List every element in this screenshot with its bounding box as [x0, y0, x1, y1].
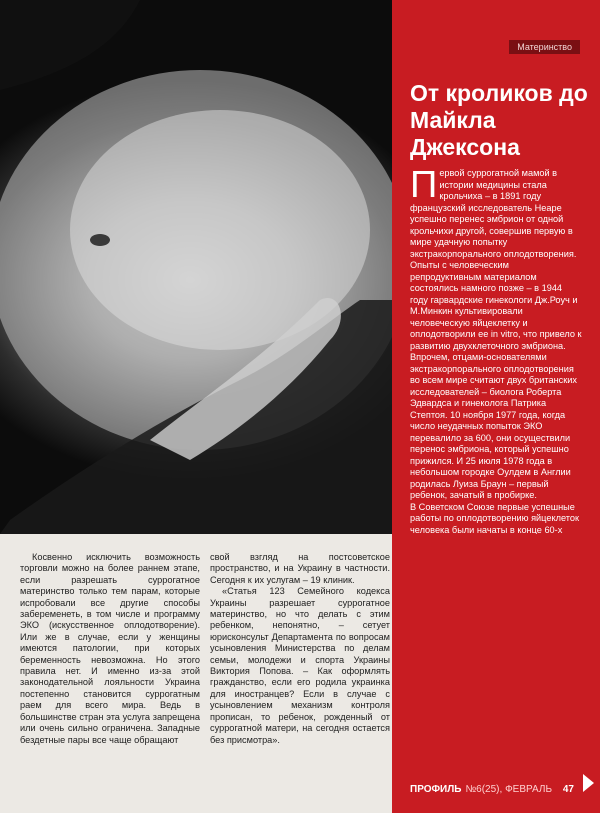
sidebar-panel-bottom — [392, 534, 600, 813]
body-paragraph: свой взгляд на постсоветское пространство, и на Украину в частности. Сегодня к их услугам – 19 клиник. — [210, 552, 390, 585]
issue-label: №6(25), ФЕВРАЛЬ — [465, 783, 553, 795]
page-footer — [392, 776, 600, 802]
sidebar-paragraph: Первой суррогатной мамой в истории медицины стала крольчиха – в 1891 году французский исследователь Heape успешно перенес эмбрион от одной крольчихи другой, совершив первую в мире удачную попытку экстракорпорального оплодотворения. Опыты с человеческим репродуктивным материалом состоялись намного позже – в 1944 году гарвардские гинекологи Дж.Роуч и М.Минкин культивировали человеческую яйцеклетку и оплодотворили ее in vitro, что привело к развитию двухклеточного эмбриона. Впрочем, отцами-основателями экстракорпорального оплодотворения во всем мире считают двух британских исследователей – биолога Роберта Эдвардса и гинеколога Патрика Стептоя. 10 ноября 1977 года, когда число неудачных попыток ЭКО перевалило за 600, они осуществили перенос эмбриона, который успешно прижился. И 25 июля 1978 года в небольшом городке Оулдем в Англии родилась Луиза Браун – первый ребенок, зачатый в пробирке. — [410, 164, 582, 500]
section-tag: Материнство — [509, 40, 580, 54]
body-paragraph: Косвенно исключить возможность торговли можно на более раннем этапе, если разрешать суррогатное материнство только тем парам, которые испробовали все другие способы забеременеть, в том числе и программу ЭКО (искусственное оплодотворение). Или же в случае, если у женщины имеются патологии, при которых беременность невозможна. Но этого правила нет. И именно из-за этой законодательной лояльности Украина постепенно становится суррогатным раем для всего мира. Ведь в большинстве стран эта услуга запрещена или очень сильно ограничена. Западные бездетные пары все чаще обращают — [20, 552, 200, 745]
sidebar-paragraph: В Советском Союзе первые успешные работы по оплодотворению яйцеклеток человека были начаты в конце 60-х — [410, 501, 579, 535]
pregnant-belly-photo — [0, 0, 392, 534]
body-column-2 — [210, 552, 390, 746]
headline: От кроликов до Майкла Джексона — [410, 80, 588, 160]
body-paragraph: «Статья 123 Семейного кодекса Украины разрешает суррогатное материнство, но что делать с этим ребенком, непонятно, – сетует юрисконсульт Департамента по вопросам усыновления Министерства по делам семьи, молодежи и спорта Украины Виктория Попова. – Как оформлять гражданство, если его родила украинка для иностранцев? Если в случае с усыновлением механизм контроля прописан, то ребенок, рожденный от суррогатной матери, на сегодня остается без присмотра». — [210, 586, 390, 745]
page-number: 47 — [562, 783, 574, 795]
next-page-arrow-icon — [583, 774, 594, 792]
photo-illustration — [0, 0, 392, 534]
body-column-1 — [20, 552, 200, 746]
magazine-brand: ПРОФИЛЬ — [410, 783, 462, 795]
drop-cap: П — [410, 164, 438, 206]
